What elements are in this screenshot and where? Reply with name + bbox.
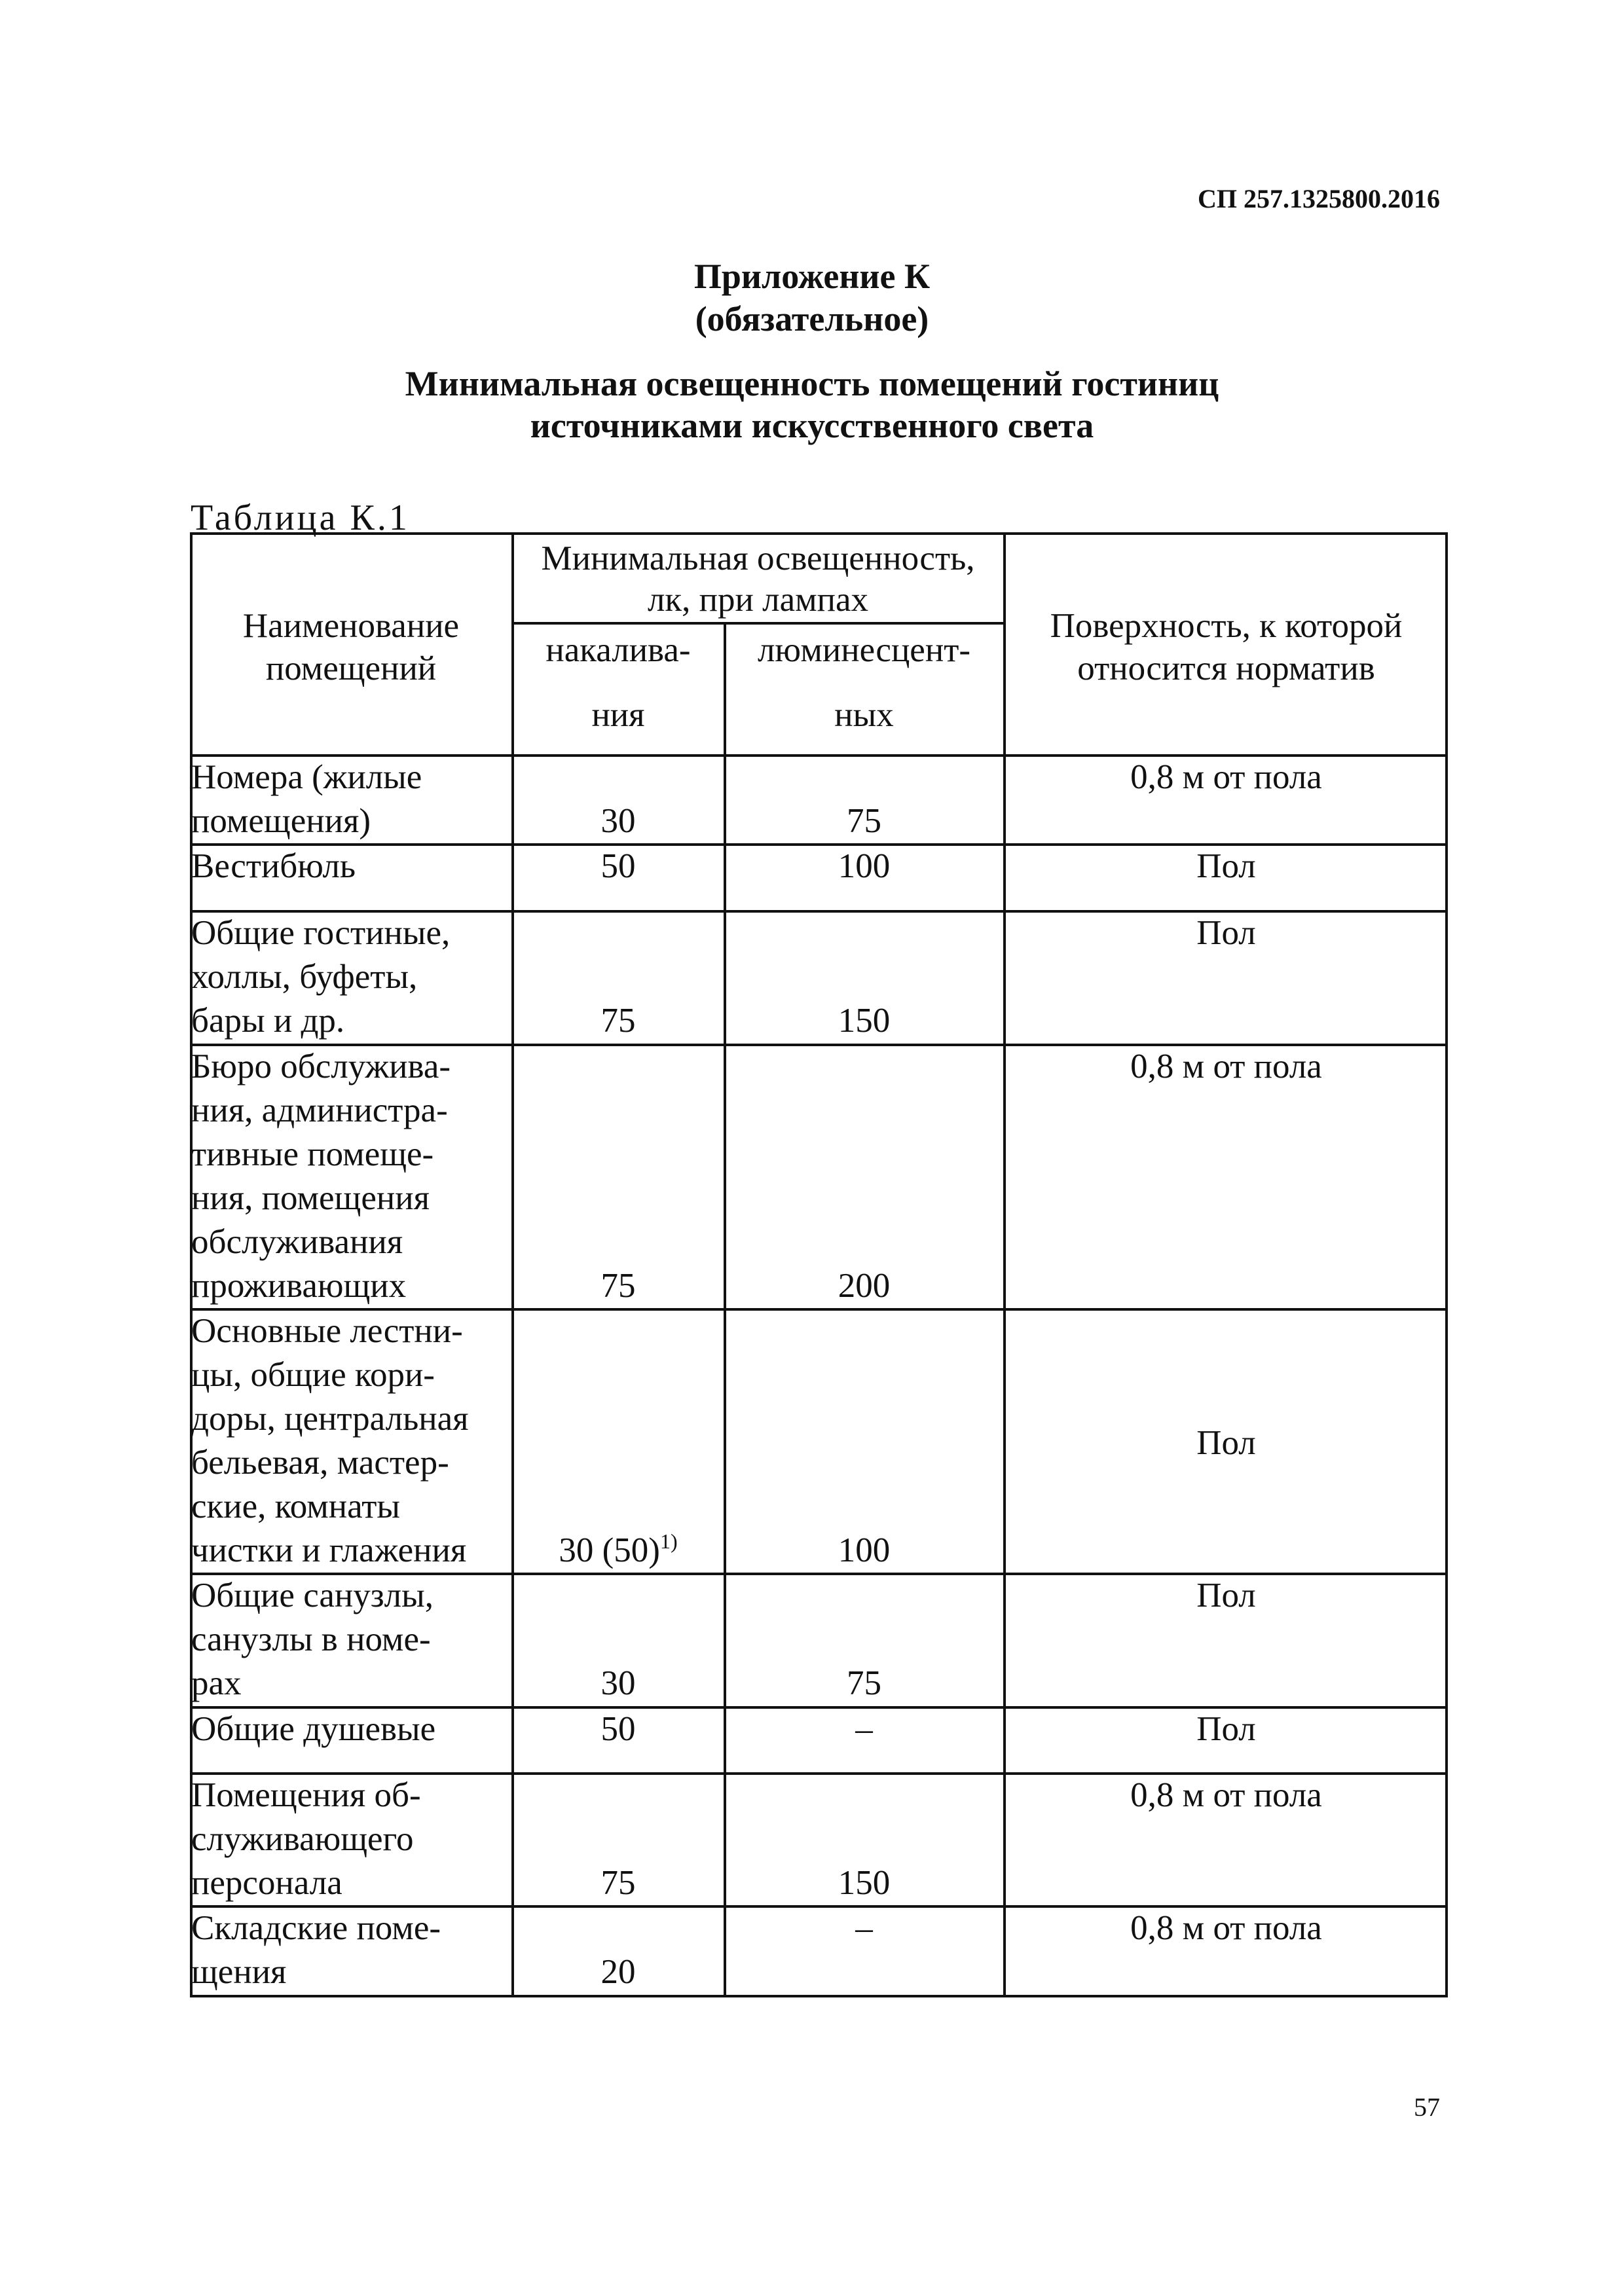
fluorescent-value: 100 — [838, 1531, 891, 1569]
grid-line-row6 — [190, 1706, 1448, 1709]
grid-col-3 — [1003, 532, 1006, 1997]
header-room-line1: Наименование — [242, 607, 460, 645]
surface-value: Пол — [1196, 914, 1256, 952]
room-name-line: рах — [191, 1664, 242, 1702]
room-name-line: ния, помещения — [191, 1179, 430, 1217]
room-name-line: Общие душевые — [191, 1710, 436, 1748]
room-name-line: помещения) — [191, 802, 371, 840]
grid-col-1 — [511, 532, 514, 1997]
fluorescent-value: 150 — [838, 1002, 891, 1040]
fluorescent-value: 100 — [838, 847, 891, 885]
incandescent-value: 75 — [600, 1002, 636, 1040]
fluorescent-value: 150 — [838, 1864, 891, 1902]
incandescent-value: 20 — [600, 1953, 636, 1991]
surface-value: 0,8 м от пола — [1130, 758, 1322, 796]
room-name-line: бары и др. — [191, 1002, 345, 1040]
incandescent-value: 50 — [600, 1710, 636, 1748]
fluorescent-value: 75 — [847, 802, 881, 840]
room-name-line: санузлы в номе- — [191, 1620, 431, 1658]
room-name-line: щения — [191, 1953, 287, 1991]
grid-line-row2 — [190, 910, 1448, 913]
appendix-subtitle-line1: Минимальная освещенность помещений гостиниц — [405, 364, 1219, 403]
header-fluorescent-line2: ных — [834, 696, 894, 734]
surface-value: Пол — [1196, 847, 1256, 885]
room-name-line: Общие санузлы, — [191, 1576, 434, 1614]
grid-col-right — [1445, 532, 1448, 1997]
header-surface-line2: относится норматив — [1077, 649, 1375, 687]
incandescent-value: 75 — [600, 1864, 636, 1902]
appendix-title: Приложение К — [693, 257, 931, 296]
header-incandescent-line1: накалива- — [545, 631, 691, 669]
grid-col-2 — [724, 622, 726, 1997]
room-name-line: Основные лестни- — [191, 1312, 463, 1350]
header-illum-line1: Минимальная освещенность, — [541, 539, 975, 577]
room-name-line: ские, комнаты — [191, 1487, 401, 1525]
surface-value: 0,8 м от пола — [1130, 1776, 1322, 1814]
incandescent-value: 30 (50)$^{1)}$ — [559, 1529, 678, 1569]
room-name-line: Складские поме- — [191, 1909, 441, 1947]
surface-value: Пол — [1196, 1576, 1256, 1614]
grid-line-row1 — [190, 843, 1448, 846]
header-room-line2: помещений — [265, 649, 437, 687]
incandescent-value: 50 — [600, 847, 636, 885]
table-caption: Таблица К.1 — [191, 498, 410, 538]
grid-line-header-bottom — [190, 754, 1448, 757]
room-name-line: Общие гостиные, — [191, 914, 451, 952]
header-fluorescent-line1: люминесцент- — [757, 631, 971, 669]
document-code: СП 257.1325800.2016 — [1198, 184, 1440, 213]
room-name-line: персонала — [191, 1864, 342, 1902]
grid-line-bottom — [190, 1995, 1448, 1997]
room-name-line: служивающего — [191, 1820, 414, 1858]
header-illum-line2: лк, при лампах — [647, 581, 869, 619]
room-name-line: холлы, буфеты, — [191, 958, 418, 996]
fluorescent-value: – — [855, 1909, 873, 1947]
room-name-line: обслуживания — [191, 1223, 403, 1261]
grid-line-row5 — [190, 1573, 1448, 1575]
header-surface-line1: Поверхность, к которой — [1050, 607, 1403, 645]
grid-line-row4 — [190, 1308, 1448, 1311]
grid-line-row3 — [190, 1044, 1448, 1046]
room-name-line: тивные помеще- — [191, 1135, 434, 1173]
room-name-line: доры, центральная — [191, 1400, 469, 1438]
grid-line-row8 — [190, 1905, 1448, 1908]
surface-value: 0,8 м от пола — [1130, 1048, 1322, 1085]
room-name-line: чистки и глажения — [191, 1531, 467, 1569]
surface-value: Пол — [1196, 1424, 1256, 1462]
appendix-status: (обязательное) — [695, 299, 929, 338]
incandescent-value: 30 — [600, 1664, 636, 1702]
room-name-line: Бюро обслужива- — [191, 1048, 451, 1085]
footnote-marker: 1) — [659, 1529, 678, 1553]
surface-value: 0,8 м от пола — [1130, 1909, 1322, 1947]
room-name-line: Вестибюль — [191, 847, 356, 885]
surface-value: Пол — [1196, 1710, 1256, 1748]
room-name-line: проживающих — [191, 1267, 407, 1305]
appendix-subtitle-line2: источниками искусственного света — [530, 406, 1094, 445]
incandescent-value: 30 — [600, 802, 636, 840]
fluorescent-value: 75 — [847, 1664, 881, 1702]
page-number: 57 — [1414, 2092, 1440, 2122]
room-name-line: Номера (жилые — [191, 758, 422, 796]
fluorescent-value: 200 — [838, 1267, 891, 1305]
room-name-line: Помещения об- — [191, 1776, 421, 1814]
grid-col-left — [190, 532, 193, 1997]
fluorescent-value: – — [855, 1710, 873, 1748]
grid-line-subheader — [511, 622, 1004, 625]
incandescent-value: 75 — [600, 1267, 636, 1305]
header-incandescent-line2: ния — [591, 696, 645, 734]
grid-line-row7 — [190, 1772, 1448, 1775]
room-name-line: цы, общие кори- — [191, 1356, 435, 1394]
room-name-line: ния, администра- — [191, 1091, 448, 1129]
room-name-line: бельевая, мастер- — [191, 1444, 449, 1482]
